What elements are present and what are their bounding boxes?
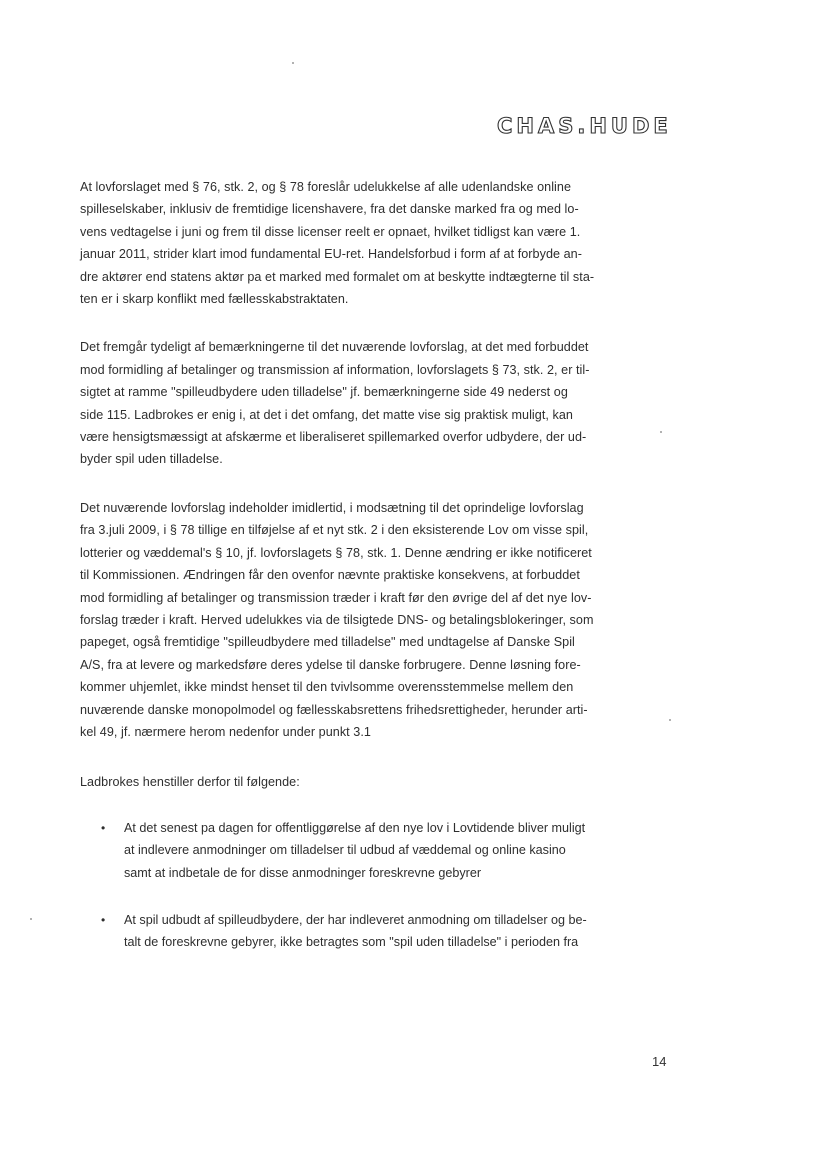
text-line: mod formidling af betalinger og transmission af information, lovforslagets § 73, stk. 2, er til-: [80, 362, 590, 377]
recommendation-list: [80, 817, 680, 954]
paragraph-bemaerkninger: [80, 336, 680, 470]
text-line: At lovforslaget med § 76, stk. 2, og § 78 foreslår udelukkelse af alle udenlandske online: [80, 180, 572, 194]
text-line: ten er i skarp konflikt med fællesskabstraktaten.: [80, 292, 349, 307]
text-line: Ladbrokes henstiller derfor til følgende:: [80, 775, 300, 790]
text-line: Det fremgår tydeligt af bemærkningerne til det nuværende lovforslag, at det med forbuddet: [80, 340, 589, 355]
text-line: januar 2011, strider klart imod fundamental EU-ret. Handelsforbud i form af at forbyde an-: [80, 247, 582, 262]
bullet-icon: •: [101, 912, 106, 927]
text-line: fra 3.juli 2009, i § 78 tillige en tilføjelse af et nyt stk. 2 i den eksisterende Lov om visse spil,: [80, 523, 589, 538]
scan-speck: [30, 918, 32, 920]
text-line: samt at indbetale de for disse anmodninger foreskrevne gebyrer: [124, 865, 482, 880]
text-line: dre aktører end statens aktør pa et marked med formalet om at beskytte indtægterne til sta-: [80, 269, 595, 284]
document-body: [80, 176, 680, 954]
text-line: spilleselskaber, inklusiv de fremtidige licenshavere, fra det danske marked fra og med lo-: [80, 202, 579, 217]
page-number: 14: [652, 1054, 667, 1069]
text-line: kel 49, jf. nærmere herom nedenfor under punkt 3.1: [80, 724, 371, 739]
text-line: være hensigtsmæssigt at afskærme et liberaliseret spillemarked overfor udbydere, der ud-: [80, 430, 587, 445]
scan-speck: [669, 719, 671, 721]
paragraph-lovforslag-udelukkelse: [80, 176, 680, 310]
text-line: papeget, også fremtidige "spilleudbydere med tilladelse" med undtagelse af Danske Spil: [80, 635, 575, 650]
chas-hude-logo: CHAS.HUDE: [497, 114, 672, 138]
text-line: At spil udbudt af spilleudbydere, der har indleveret anmodning om tilladelser og be-: [124, 912, 587, 927]
paragraph-nuvaerende-lovforslag: [80, 497, 680, 743]
paragraph-henstilling-intro: [80, 771, 680, 793]
text-line: Det nuværende lovforslag indeholder imidlertid, i modsætning til det oprindelige lovforslag: [80, 500, 584, 515]
text-line: byder spil uden tilladelse.: [80, 452, 223, 467]
text-line: sigtet at ramme "spilleudbydere uden tilladelse" jf. bemærkningerne side 49 nederst og: [80, 385, 568, 400]
list-item: [80, 817, 680, 884]
text-line: forslag træder i kraft. Herved udelukkes via de tilsigtede DNS- og betalingsblokeringer, som: [80, 612, 594, 627]
scan-speck: [292, 62, 294, 64]
list-item: [80, 909, 680, 954]
text-line: talt de foreskrevne gebyrer, ikke betragtes som "spil uden tilladelse" i perioden fra: [124, 935, 579, 950]
text-line: At det senest pa dagen for offentliggørelse af den nye lov i Lovtidende bliver muligt: [124, 820, 586, 835]
text-line: at indlevere anmodninger om tilladelser til udbud af væddemal og online kasino: [124, 843, 566, 858]
scan-speck: [660, 431, 662, 433]
text-line: nuværende danske monopolmodel og fællesskabsrettens frihedsrettigheder, herunder arti-: [80, 702, 588, 717]
text-line: A/S, fra at levere og markedsføre deres ydelse til danske forbrugere. Denne løsning fore-: [80, 657, 581, 672]
text-line: lotterier og væddemal's § 10, jf. lovforslagets § 78, stk. 1. Denne ændring er ikke notificeret: [80, 545, 592, 560]
text-line: vens vedtagelse i juni og frem til disse licenser reelt er opnaet, hvilket tidligst kan være 1.: [80, 224, 581, 239]
text-line: mod formidling af betalinger og transmission træder i kraft før den øvrige del af det nye lov-: [80, 590, 592, 605]
text-line: til Kommissionen. Ændringen får den ovenfor nævnte praktiske konsekvens, at forbuddet: [80, 568, 580, 583]
text-line: side 115. Ladbrokes er enig i, at det i det omfang, det matte vise sig praktisk muligt, kan: [80, 407, 573, 422]
bullet-icon: •: [101, 820, 106, 835]
text-line: kommer uhjemlet, ikke mindst henset til den tvivlsomme overensstemmelse mellem den: [80, 680, 574, 695]
